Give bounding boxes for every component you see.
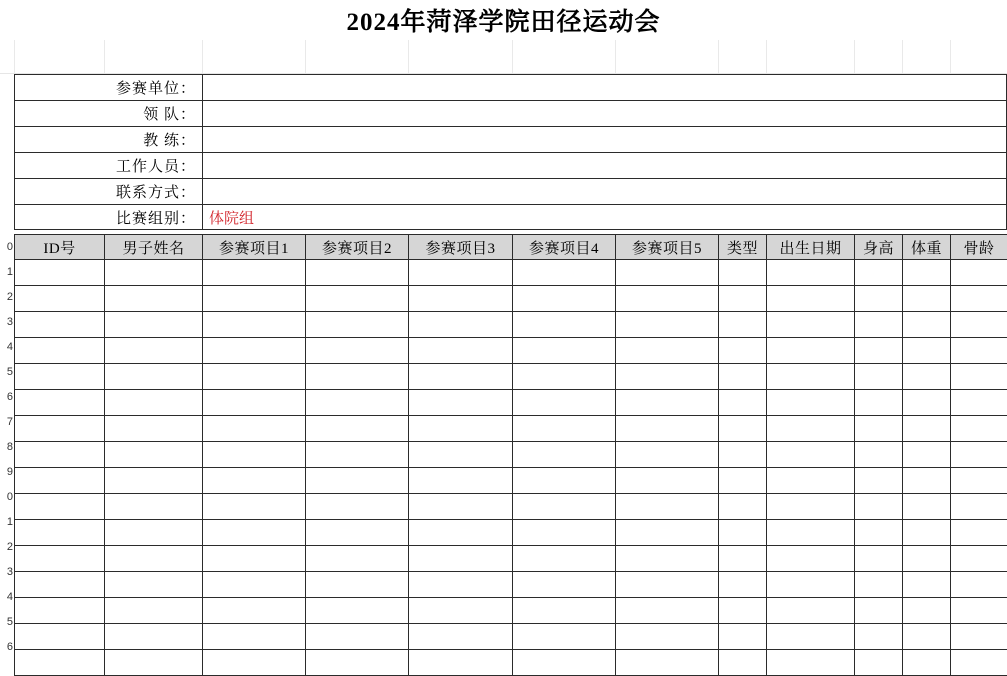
cell-event-3[interactable] xyxy=(409,442,513,468)
info-value-staff[interactable] xyxy=(203,153,1006,178)
row-number[interactable]: 8 xyxy=(0,435,14,460)
cell-type[interactable] xyxy=(719,260,767,286)
cell-event-2[interactable] xyxy=(306,546,409,572)
table-row xyxy=(15,338,1007,364)
cell-type[interactable] xyxy=(719,546,767,572)
col-header-height[interactable]: 身高 xyxy=(855,235,903,260)
cell-birthdate[interactable] xyxy=(767,338,855,364)
table-row xyxy=(15,390,1007,416)
cell-event-5[interactable] xyxy=(616,598,719,624)
cell-height[interactable] xyxy=(855,442,903,468)
cell-type[interactable] xyxy=(719,650,767,676)
cell-birthdate[interactable] xyxy=(767,598,855,624)
cell-type[interactable] xyxy=(719,468,767,494)
col-header-male-name[interactable]: 男子姓名 xyxy=(105,235,203,260)
cell-weight[interactable] xyxy=(903,390,951,416)
cell-event-3[interactable] xyxy=(409,546,513,572)
cell-event-1[interactable] xyxy=(203,494,306,520)
cell-male-name[interactable] xyxy=(105,624,203,650)
info-label-coach: 教 练： xyxy=(15,127,203,152)
grid-line xyxy=(718,40,719,74)
cell-event-2[interactable] xyxy=(306,312,409,338)
grid-line xyxy=(202,40,203,74)
info-label-staff: 工作人员： xyxy=(15,153,203,178)
cell-weight[interactable] xyxy=(903,624,951,650)
cell-id[interactable] xyxy=(15,312,105,338)
row-number[interactable]: 0 xyxy=(0,234,14,260)
cell-event-2[interactable] xyxy=(306,286,409,312)
info-value-coach[interactable] xyxy=(203,127,1006,152)
cell-id[interactable] xyxy=(15,416,105,442)
cell-event-4[interactable] xyxy=(513,624,616,650)
cell-height[interactable] xyxy=(855,390,903,416)
col-header-weight[interactable]: 体重 xyxy=(903,235,951,260)
grid-line xyxy=(305,40,306,74)
cell-event-2[interactable] xyxy=(306,468,409,494)
grid-line xyxy=(512,40,513,74)
cell-male-name[interactable] xyxy=(105,416,203,442)
info-label-leader: 领 队： xyxy=(15,101,203,126)
cell-bone-age[interactable] xyxy=(951,468,1007,494)
info-row-staff xyxy=(14,152,1007,178)
cell-bone-age[interactable] xyxy=(951,338,1007,364)
cell-height[interactable] xyxy=(855,364,903,390)
cell-event-5[interactable] xyxy=(616,650,719,676)
cell-event-2[interactable] xyxy=(306,598,409,624)
cell-male-name[interactable] xyxy=(105,286,203,312)
cell-event-4[interactable] xyxy=(513,390,616,416)
cell-weight[interactable] xyxy=(903,520,951,546)
cell-event-4[interactable] xyxy=(513,286,616,312)
cell-event-4[interactable] xyxy=(513,442,616,468)
info-row-coach xyxy=(14,126,1007,152)
cell-event-1[interactable] xyxy=(203,390,306,416)
cell-id[interactable] xyxy=(15,546,105,572)
cell-height[interactable] xyxy=(855,624,903,650)
cell-event-5[interactable] xyxy=(616,390,719,416)
table-row xyxy=(15,546,1007,572)
cell-event-5[interactable] xyxy=(616,338,719,364)
cell-event-5[interactable] xyxy=(616,572,719,598)
cell-birthdate[interactable] xyxy=(767,416,855,442)
cell-event-3[interactable] xyxy=(409,494,513,520)
cell-male-name[interactable] xyxy=(105,572,203,598)
row-number[interactable]: 5 xyxy=(0,610,14,635)
row-number[interactable]: 2 xyxy=(0,535,14,560)
cell-event-2[interactable] xyxy=(306,364,409,390)
grid-line xyxy=(104,40,105,74)
cell-event-3[interactable] xyxy=(409,520,513,546)
table-row xyxy=(15,312,1007,338)
cell-event-1[interactable] xyxy=(203,416,306,442)
cell-birthdate[interactable] xyxy=(767,260,855,286)
row-number[interactable]: 3 xyxy=(0,310,14,335)
cell-birthdate[interactable] xyxy=(767,572,855,598)
cell-event-5[interactable] xyxy=(616,312,719,338)
cell-weight[interactable] xyxy=(903,416,951,442)
cell-event-4[interactable] xyxy=(513,520,616,546)
cell-bone-age[interactable] xyxy=(951,260,1007,286)
cell-event-5[interactable] xyxy=(616,520,719,546)
cell-height[interactable] xyxy=(855,494,903,520)
cell-event-4[interactable] xyxy=(513,650,616,676)
row-number[interactable]: 3 xyxy=(0,560,14,585)
cell-event-5[interactable] xyxy=(616,364,719,390)
cell-birthdate[interactable] xyxy=(767,286,855,312)
cell-weight[interactable] xyxy=(903,260,951,286)
info-row-contact xyxy=(14,178,1007,204)
cell-birthdate[interactable] xyxy=(767,520,855,546)
cell-type[interactable] xyxy=(719,624,767,650)
cell-event-1[interactable] xyxy=(203,624,306,650)
cell-birthdate[interactable] xyxy=(767,390,855,416)
cell-male-name[interactable] xyxy=(105,546,203,572)
info-label-group: 比赛组别： xyxy=(15,205,203,229)
table-body xyxy=(15,260,1007,676)
cell-event-3[interactable] xyxy=(409,416,513,442)
cell-weight[interactable] xyxy=(903,312,951,338)
cell-id[interactable] xyxy=(15,468,105,494)
cell-birthdate[interactable] xyxy=(767,494,855,520)
cell-event-3[interactable] xyxy=(409,286,513,312)
grid-line xyxy=(408,40,409,74)
cell-height[interactable] xyxy=(855,338,903,364)
cell-height[interactable] xyxy=(855,520,903,546)
cell-type[interactable] xyxy=(719,598,767,624)
cell-id[interactable] xyxy=(15,520,105,546)
cell-bone-age[interactable] xyxy=(951,442,1007,468)
cell-event-3[interactable] xyxy=(409,390,513,416)
cell-event-4[interactable] xyxy=(513,416,616,442)
cell-event-4[interactable] xyxy=(513,338,616,364)
cell-male-name[interactable] xyxy=(105,494,203,520)
row-number[interactable]: 6 xyxy=(0,385,14,410)
info-value-group[interactable]: 体院组 xyxy=(203,205,1006,229)
cell-event-4[interactable] xyxy=(513,546,616,572)
cell-event-1[interactable] xyxy=(203,312,306,338)
cell-event-3[interactable] xyxy=(409,312,513,338)
cell-event-5[interactable] xyxy=(616,416,719,442)
row-number[interactable]: 0 xyxy=(0,485,14,510)
col-header-event-3[interactable]: 参赛项目3 xyxy=(409,235,513,260)
cell-type[interactable] xyxy=(719,364,767,390)
grid-line xyxy=(854,40,855,74)
cell-event-2[interactable] xyxy=(306,338,409,364)
cell-height[interactable] xyxy=(855,468,903,494)
cell-event-1[interactable] xyxy=(203,546,306,572)
cell-bone-age[interactable] xyxy=(951,520,1007,546)
info-label-contact: 联系方式： xyxy=(15,179,203,204)
cell-weight[interactable] xyxy=(903,494,951,520)
cell-type[interactable] xyxy=(719,494,767,520)
cell-type[interactable] xyxy=(719,416,767,442)
cell-male-name[interactable] xyxy=(105,390,203,416)
cell-height[interactable] xyxy=(855,260,903,286)
cell-bone-age[interactable] xyxy=(951,650,1007,676)
cell-id[interactable] xyxy=(15,260,105,286)
cell-bone-age[interactable] xyxy=(951,624,1007,650)
table-row xyxy=(15,520,1007,546)
cell-type[interactable] xyxy=(719,390,767,416)
cell-event-2[interactable] xyxy=(306,494,409,520)
col-header-event-2[interactable]: 参赛项目2 xyxy=(306,235,409,260)
cell-weight[interactable] xyxy=(903,364,951,390)
cell-type[interactable] xyxy=(719,442,767,468)
table-row xyxy=(15,598,1007,624)
info-row-leader xyxy=(14,100,1007,126)
cell-male-name[interactable] xyxy=(105,442,203,468)
cell-event-4[interactable] xyxy=(513,598,616,624)
info-value-leader[interactable] xyxy=(203,101,1006,126)
page-title: 2024年菏泽学院田径运动会 xyxy=(346,2,660,38)
row-number[interactable]: 4 xyxy=(0,335,14,360)
table-row xyxy=(15,286,1007,312)
table-row xyxy=(15,260,1007,286)
cell-height[interactable] xyxy=(855,650,903,676)
cell-height[interactable] xyxy=(855,416,903,442)
cell-bone-age[interactable] xyxy=(951,546,1007,572)
cell-birthdate[interactable] xyxy=(767,442,855,468)
info-value-unit[interactable] xyxy=(203,75,1006,100)
table-header-row xyxy=(15,235,1007,260)
cell-event-1[interactable] xyxy=(203,468,306,494)
cell-height[interactable] xyxy=(855,286,903,312)
cell-event-2[interactable] xyxy=(306,260,409,286)
cell-event-2[interactable] xyxy=(306,442,409,468)
cell-height[interactable] xyxy=(855,572,903,598)
cell-event-4[interactable] xyxy=(513,494,616,520)
cell-bone-age[interactable] xyxy=(951,598,1007,624)
cell-id[interactable] xyxy=(15,286,105,312)
cell-id[interactable] xyxy=(15,390,105,416)
cell-male-name[interactable] xyxy=(105,650,203,676)
cell-event-5[interactable] xyxy=(616,442,719,468)
cell-event-5[interactable] xyxy=(616,624,719,650)
cell-event-1[interactable] xyxy=(203,442,306,468)
cell-event-4[interactable] xyxy=(513,364,616,390)
cell-birthdate[interactable] xyxy=(767,546,855,572)
table-row xyxy=(15,416,1007,442)
cell-event-1[interactable] xyxy=(203,520,306,546)
table-row xyxy=(15,364,1007,390)
info-value-contact[interactable] xyxy=(203,179,1006,204)
cell-bone-age[interactable] xyxy=(951,572,1007,598)
cell-bone-age[interactable] xyxy=(951,390,1007,416)
cell-event-2[interactable] xyxy=(306,572,409,598)
cell-weight[interactable] xyxy=(903,546,951,572)
cell-id[interactable] xyxy=(15,650,105,676)
grid-line xyxy=(615,40,616,74)
table-row xyxy=(15,494,1007,520)
cell-event-1[interactable] xyxy=(203,260,306,286)
cell-event-3[interactable] xyxy=(409,364,513,390)
grid-line xyxy=(950,40,951,74)
cell-weight[interactable] xyxy=(903,468,951,494)
cell-birthdate[interactable] xyxy=(767,468,855,494)
info-row-group xyxy=(14,204,1007,230)
col-header-event-1[interactable]: 参赛项目1 xyxy=(203,235,306,260)
cell-event-1[interactable] xyxy=(203,650,306,676)
info-row-unit xyxy=(14,74,1007,100)
col-header-event-4[interactable]: 参赛项目4 xyxy=(513,235,616,260)
cell-event-5[interactable] xyxy=(616,494,719,520)
cell-bone-age[interactable] xyxy=(951,416,1007,442)
col-header-birthdate[interactable]: 出生日期 xyxy=(767,235,855,260)
cell-id[interactable] xyxy=(15,442,105,468)
cell-weight[interactable] xyxy=(903,650,951,676)
cell-type[interactable] xyxy=(719,312,767,338)
cell-event-5[interactable] xyxy=(616,546,719,572)
row-number[interactable]: 4 xyxy=(0,585,14,610)
cell-event-2[interactable] xyxy=(306,624,409,650)
table-row xyxy=(15,650,1007,676)
athlete-entry-table xyxy=(14,234,1007,676)
cell-event-4[interactable] xyxy=(513,312,616,338)
cell-event-2[interactable] xyxy=(306,520,409,546)
row-number-gutter xyxy=(0,234,14,660)
cell-event-1[interactable] xyxy=(203,572,306,598)
col-header-type[interactable]: 类型 xyxy=(719,235,767,260)
grid-line xyxy=(766,40,767,74)
cell-male-name[interactable] xyxy=(105,338,203,364)
table-row xyxy=(15,624,1007,650)
row-number[interactable]: 1 xyxy=(0,260,14,285)
cell-bone-age[interactable] xyxy=(951,312,1007,338)
table-row xyxy=(15,442,1007,468)
cell-weight[interactable] xyxy=(903,286,951,312)
cell-event-2[interactable] xyxy=(306,390,409,416)
row-number[interactable]: 9 xyxy=(0,460,14,485)
cell-male-name[interactable] xyxy=(105,364,203,390)
cell-male-name[interactable] xyxy=(105,260,203,286)
cell-weight[interactable] xyxy=(903,338,951,364)
cell-id[interactable] xyxy=(15,364,105,390)
cell-height[interactable] xyxy=(855,598,903,624)
cell-event-3[interactable] xyxy=(409,598,513,624)
cell-event-5[interactable] xyxy=(616,260,719,286)
cell-weight[interactable] xyxy=(903,442,951,468)
cell-bone-age[interactable] xyxy=(951,286,1007,312)
cell-id[interactable] xyxy=(15,494,105,520)
cell-type[interactable] xyxy=(719,286,767,312)
cell-event-1[interactable] xyxy=(203,338,306,364)
cell-event-5[interactable] xyxy=(616,286,719,312)
cell-bone-age[interactable] xyxy=(951,364,1007,390)
cell-weight[interactable] xyxy=(903,598,951,624)
col-header-bone-age[interactable]: 骨龄 xyxy=(951,235,1007,260)
grid-line xyxy=(902,40,903,74)
table-row xyxy=(15,572,1007,598)
cell-event-2[interactable] xyxy=(306,650,409,676)
cell-event-1[interactable] xyxy=(203,286,306,312)
col-header-event-5[interactable]: 参赛项目5 xyxy=(616,235,719,260)
cell-event-3[interactable] xyxy=(409,338,513,364)
row-number[interactable]: 7 xyxy=(0,410,14,435)
cell-id[interactable] xyxy=(15,598,105,624)
cell-event-2[interactable] xyxy=(306,416,409,442)
cell-weight[interactable] xyxy=(903,572,951,598)
grid-line xyxy=(14,40,15,74)
cell-birthdate[interactable] xyxy=(767,650,855,676)
spacer-row xyxy=(0,40,1007,74)
cell-event-4[interactable] xyxy=(513,260,616,286)
document-title-row xyxy=(0,0,1007,41)
col-header-id[interactable]: ID号 xyxy=(15,235,105,260)
cell-birthdate[interactable] xyxy=(767,364,855,390)
table-row xyxy=(15,468,1007,494)
cell-male-name[interactable] xyxy=(105,520,203,546)
cell-event-1[interactable] xyxy=(203,364,306,390)
cell-event-3[interactable] xyxy=(409,624,513,650)
cell-male-name[interactable] xyxy=(105,598,203,624)
cell-height[interactable] xyxy=(855,546,903,572)
cell-birthdate[interactable] xyxy=(767,312,855,338)
cell-event-5[interactable] xyxy=(616,468,719,494)
cell-male-name[interactable] xyxy=(105,468,203,494)
cell-type[interactable] xyxy=(719,572,767,598)
team-info-block xyxy=(14,74,1007,230)
cell-type[interactable] xyxy=(719,338,767,364)
row-number[interactable]: 5 xyxy=(0,360,14,385)
cell-type[interactable] xyxy=(719,520,767,546)
row-number[interactable]: 2 xyxy=(0,285,14,310)
cell-event-4[interactable] xyxy=(513,468,616,494)
row-number[interactable]: 6 xyxy=(0,635,14,660)
cell-event-4[interactable] xyxy=(513,572,616,598)
cell-event-3[interactable] xyxy=(409,650,513,676)
row-number[interactable]: 1 xyxy=(0,510,14,535)
cell-event-3[interactable] xyxy=(409,468,513,494)
cell-id[interactable] xyxy=(15,338,105,364)
cell-male-name[interactable] xyxy=(105,312,203,338)
cell-id[interactable] xyxy=(15,624,105,650)
cell-bone-age[interactable] xyxy=(951,494,1007,520)
cell-event-3[interactable] xyxy=(409,572,513,598)
info-label-unit: 参赛单位： xyxy=(15,75,203,100)
cell-event-3[interactable] xyxy=(409,260,513,286)
cell-id[interactable] xyxy=(15,572,105,598)
cell-height[interactable] xyxy=(855,312,903,338)
cell-birthdate[interactable] xyxy=(767,624,855,650)
cell-event-1[interactable] xyxy=(203,598,306,624)
